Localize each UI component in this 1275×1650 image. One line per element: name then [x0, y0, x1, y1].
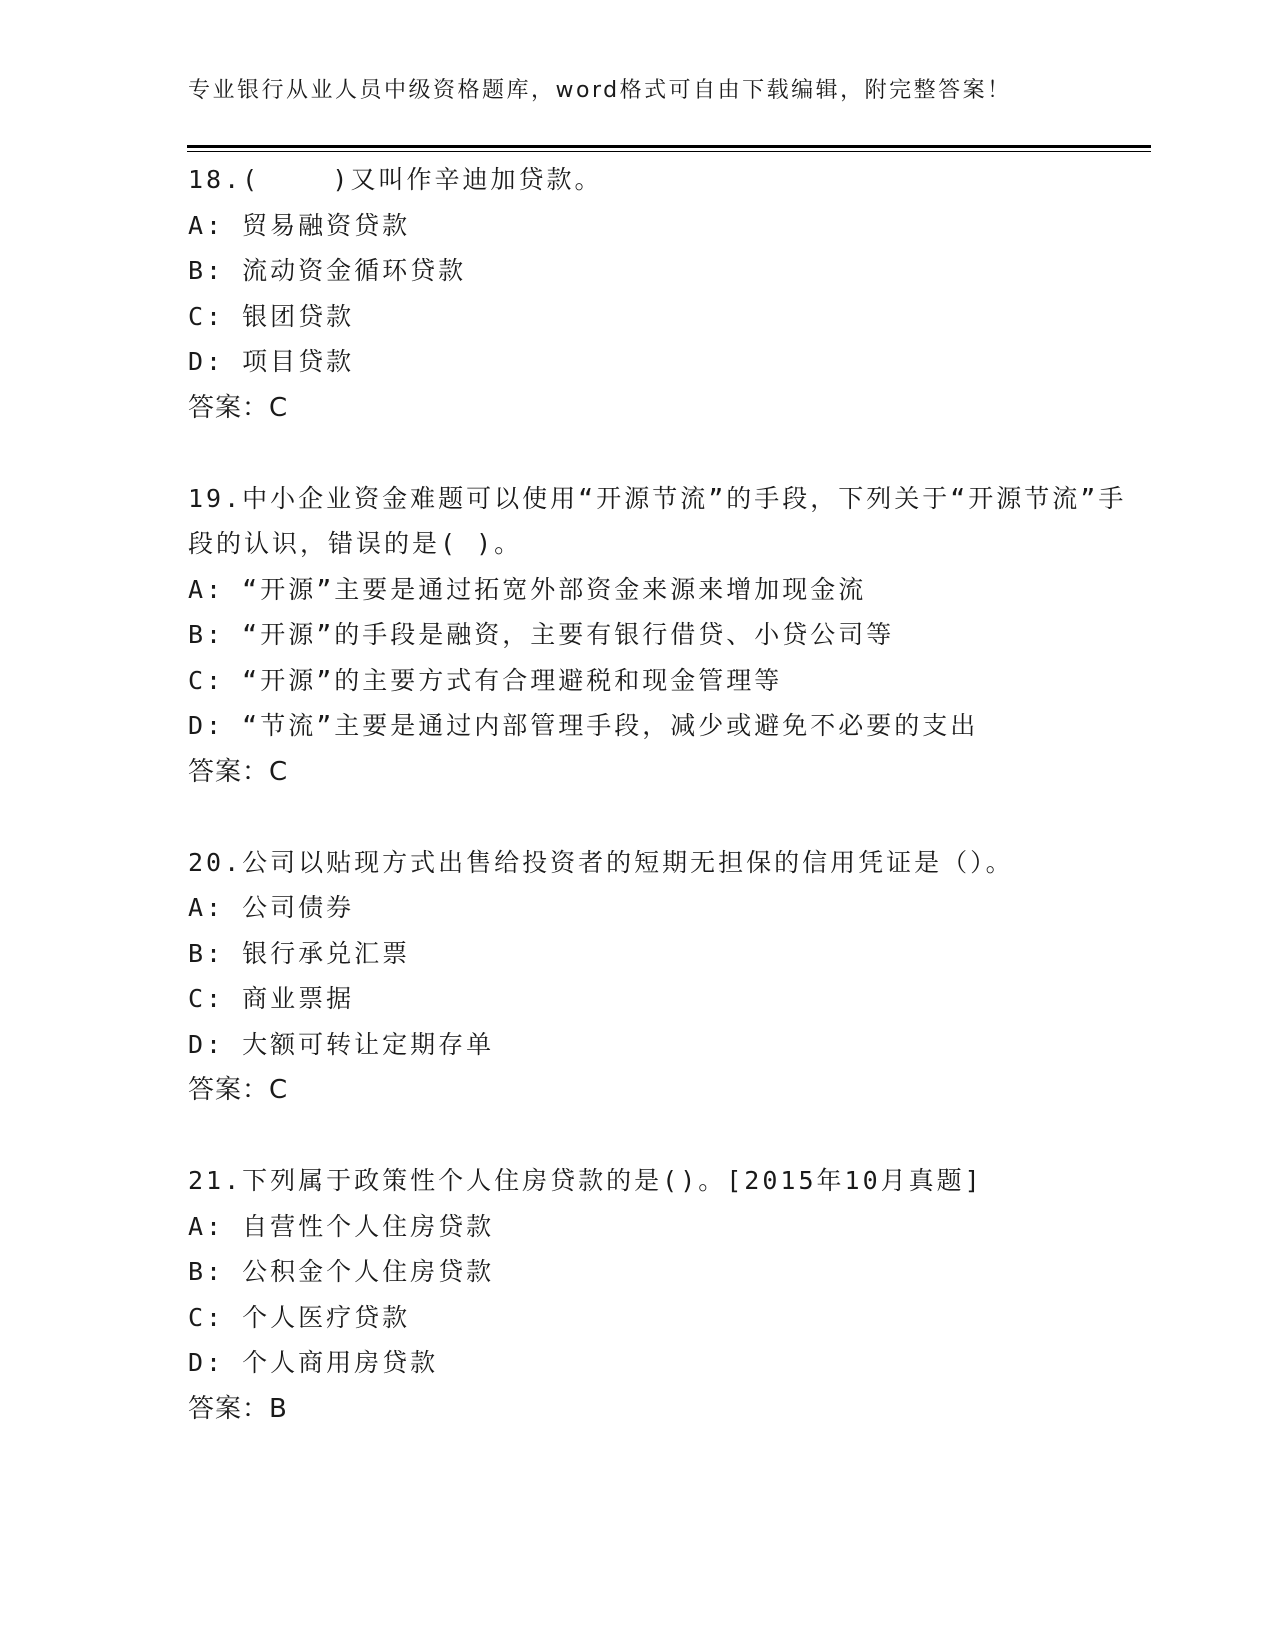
option-b: B: “开源”的手段是融资，主要有银行借贷、小贷公司等 [188, 620, 895, 649]
answer: 答案：C [188, 1075, 289, 1105]
question-18 [188, 157, 1128, 432]
option-a: A: “开源”主要是通过拓宽外部资金来源来增加现金流 [188, 574, 867, 604]
question-stem: 18.( )又叫作辛迪加贷款。 [188, 165, 603, 194]
answer: 答案：C [188, 756, 289, 787]
option-b: B: 银行承兑汇票 [188, 938, 411, 968]
question-19 [188, 476, 1128, 796]
header-rule-thick [187, 145, 1151, 148]
option-b: B: 公积金个人住房贷款 [188, 1257, 495, 1286]
question-stem: 21.下列属于政策性个人住房贷款的是()。[2015年10月真题] [188, 1166, 983, 1195]
answer: 答案：C [188, 392, 289, 423]
option-a: A: 贸易融资贷款 [188, 210, 411, 240]
option-c: C: 银团贷款 [188, 301, 355, 331]
option-c: C: 个人医疗贷款 [188, 1302, 411, 1332]
question-21 [188, 1158, 1128, 1433]
question-stem: 20.公司以贴现方式出售给投资者的短期无担保的信用凭证是（）。 [188, 847, 1014, 877]
header-rule-thin [187, 151, 1151, 152]
question-stem: 19.中小企业资金难题可以使用“开源节流”的手段，下列关于“开源节流”手段的认识，错误的是( )。 [188, 483, 1127, 558]
option-b: B: 流动资金循环贷款 [188, 256, 467, 285]
question-20 [188, 840, 1128, 1115]
option-d: D: 个人商用房贷款 [188, 1348, 439, 1377]
question-list [188, 157, 1128, 1477]
option-a: A: 自营性个人住房贷款 [188, 1211, 495, 1241]
option-a: A: 公司债券 [188, 893, 355, 922]
option-d: D: “节流”主要是通过内部管理手段，减少或避免不必要的支出 [188, 711, 979, 740]
option-c: C: 商业票据 [188, 984, 355, 1013]
option-d: D: 项目贷款 [188, 347, 355, 376]
option-d: D: 大额可转让定期存单 [188, 1029, 495, 1059]
option-c: C: “开源”的主要方式有合理避税和现金管理等 [188, 665, 783, 695]
answer: 答案：B [188, 1393, 288, 1424]
page-header: 专业银行从业人员中级资格题库，word格式可自由下载编辑，附完整答案！ [188, 78, 1012, 103]
